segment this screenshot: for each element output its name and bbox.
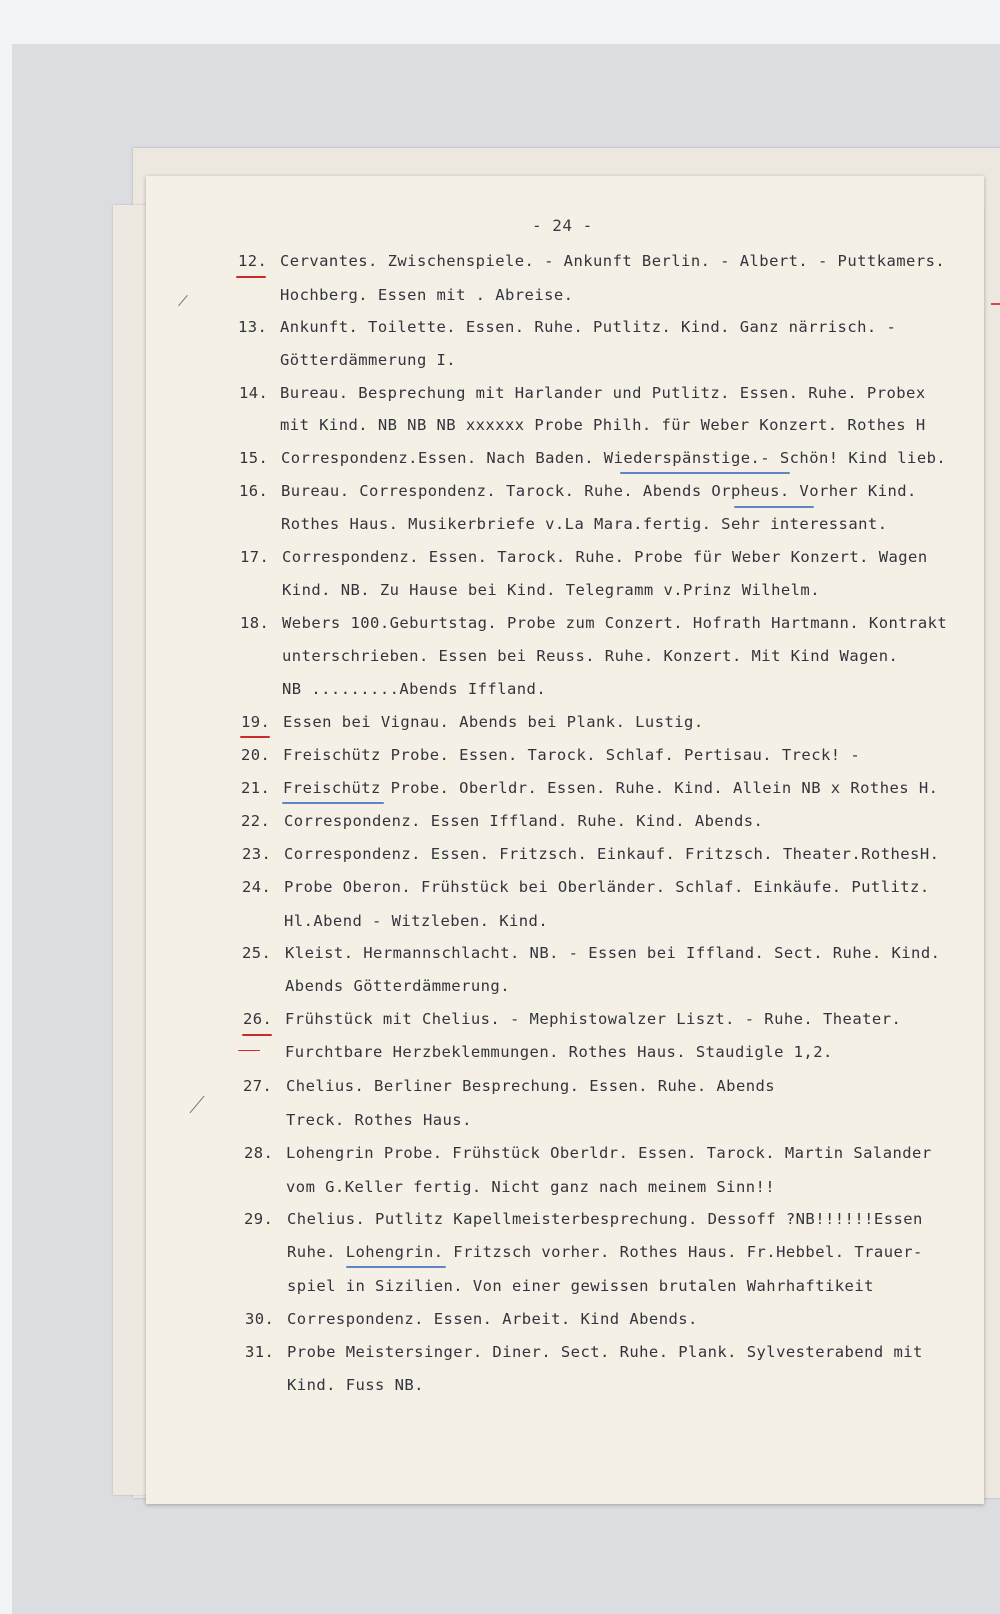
entry-number: 17. bbox=[240, 548, 270, 566]
entry-line: Treck. Rothes Haus. bbox=[286, 1111, 472, 1129]
red-margin-tick bbox=[991, 303, 1000, 305]
entry-line: Freischütz Probe. Essen. Tarock. Schlaf. Pertisau. Treck! - bbox=[283, 746, 861, 764]
entry-line: Webers 100.Geburtstag. Probe zum Conzert. Hofrath Hartmann. Kontrakt bbox=[282, 614, 948, 632]
entry-number: 22. bbox=[241, 812, 271, 830]
entry-line: mit Kind. NB NB NB xxxxxx Probe Philh. für Weber Konzert. Rothes H bbox=[280, 416, 926, 434]
red-underline-mark bbox=[238, 1050, 260, 1051]
entry-number: 14. bbox=[239, 384, 269, 402]
entry-number: 24. bbox=[242, 878, 272, 896]
red-underline-mark bbox=[236, 276, 266, 278]
entry-number: 28. bbox=[244, 1144, 274, 1162]
entry-line: vom G.Keller fertig. Nicht ganz nach meinem Sinn!! bbox=[286, 1178, 776, 1196]
entry-line: Freischütz Probe. Oberldr. Essen. Ruhe. Kind. Allein NB x Rothes H. bbox=[283, 779, 939, 797]
entry-line: Bureau. Correspondenz. Tarock. Ruhe. Abends Orpheus. Vorher Kind. bbox=[281, 482, 917, 500]
entry-number: 12. bbox=[238, 252, 268, 270]
entry-number: 15. bbox=[239, 449, 269, 467]
document-page bbox=[146, 176, 984, 1504]
blue-underline bbox=[734, 506, 814, 508]
entry-line: Correspondenz.Essen. Nach Baden. Wiederspänstige.- Schön! Kind lieb. bbox=[281, 449, 947, 467]
entry-line: Probe Oberon. Frühstück bei Oberländer. Schlaf. Einkäufe. Putlitz. bbox=[284, 878, 930, 896]
page-number: - 24 - bbox=[532, 216, 593, 235]
entry-number: 25. bbox=[242, 944, 272, 962]
entry-number: 31. bbox=[245, 1343, 275, 1361]
entry-line: Chelius. Berliner Besprechung. Essen. Ruhe. Abends bbox=[286, 1077, 776, 1095]
entry-line: Essen bei Vignau. Abends bei Plank. Lustig. bbox=[283, 713, 704, 731]
entry-line: Correspondenz. Essen. Fritzsch. Einkauf. Fritzsch. Theater.RothesH. bbox=[284, 845, 940, 863]
entry-line: Correspondenz. Essen. Arbeit. Kind Abends. bbox=[287, 1310, 698, 1328]
entry-line: Probe Meistersinger. Diner. Sect. Ruhe. Plank. Sylvesterabend mit bbox=[287, 1343, 923, 1361]
entry-line: Furchtbare Herzbeklemmungen. Rothes Haus. Staudigle 1,2. bbox=[285, 1043, 833, 1061]
entry-number: 13. bbox=[238, 318, 268, 336]
entry-number: 26. bbox=[243, 1010, 273, 1028]
entry-line: Rothes Haus. Musikerbriefe v.La Mara.fertig. Sehr interessant. bbox=[281, 515, 888, 533]
entry-number: 19. bbox=[241, 713, 271, 731]
entry-number: 16. bbox=[239, 482, 269, 500]
entry-line: Kind. Fuss NB. bbox=[287, 1376, 424, 1394]
entry-line: NB .........Abends Iffland. bbox=[282, 680, 547, 698]
red-underline-mark bbox=[240, 736, 270, 738]
entry-number: 30. bbox=[245, 1310, 275, 1328]
entry-line: Ruhe. Lohengrin. Fritzsch vorher. Rothes Haus. Fr.Hebbel. Trauer- bbox=[287, 1243, 923, 1261]
entry-line: Kleist. Hermannschlacht. NB. - Essen bei Iffland. Sect. Ruhe. Kind. bbox=[285, 944, 941, 962]
entry-line: Frühstück mit Chelius. - Mephistowalzer Liszt. - Ruhe. Theater. bbox=[285, 1010, 902, 1028]
entry-number: 21. bbox=[241, 779, 271, 797]
blue-underline bbox=[620, 472, 790, 474]
blue-underline bbox=[282, 802, 384, 804]
entry-line: Lohengrin Probe. Frühstück Oberldr. Essen. Tarock. Martin Salander bbox=[286, 1144, 932, 1162]
entry-line: Chelius. Putlitz Kapellmeisterbesprechung. Dessoff ?NB!!!!!!Essen bbox=[287, 1210, 923, 1228]
blue-underline bbox=[346, 1266, 446, 1268]
entry-line: Cervantes. Zwischenspiele. - Ankunft Berlin. - Albert. - Puttkamers. bbox=[280, 252, 946, 270]
entry-line: Hochberg. Essen mit . Abreise. bbox=[280, 286, 574, 304]
entry-line: Kind. NB. Zu Hause bei Kind. Telegramm v.Prinz Wilhelm. bbox=[282, 581, 820, 599]
entry-line: Götterdämmerung I. bbox=[280, 351, 457, 369]
entry-line: Ankunft. Toilette. Essen. Ruhe. Putlitz. Kind. Ganz närrisch. - bbox=[280, 318, 897, 336]
entry-line: spiel in Sizilien. Von einer gewissen brutalen Wahrhaftikeit bbox=[287, 1277, 874, 1295]
entry-line: Correspondenz. Essen. Tarock. Ruhe. Probe für Weber Konzert. Wagen bbox=[282, 548, 928, 566]
entry-number: 23. bbox=[242, 845, 272, 863]
entry-number: 18. bbox=[240, 614, 270, 632]
entry-number: 20. bbox=[241, 746, 271, 764]
entry-line: unterschrieben. Essen bei Reuss. Ruhe. Konzert. Mit Kind Wagen. bbox=[282, 647, 899, 665]
entry-number: 27. bbox=[243, 1077, 273, 1095]
entry-line: Abends Götterdämmerung. bbox=[285, 977, 510, 995]
entry-line: Correspondenz. Essen Iffland. Ruhe. Kind. Abends. bbox=[284, 812, 764, 830]
entry-number: 29. bbox=[244, 1210, 274, 1228]
entry-line: Hl.Abend - Witzleben. Kind. bbox=[284, 912, 549, 930]
red-underline-mark bbox=[242, 1034, 272, 1036]
entry-line: Bureau. Besprechung mit Harlander und Putlitz. Essen. Ruhe. Probex bbox=[280, 384, 926, 402]
